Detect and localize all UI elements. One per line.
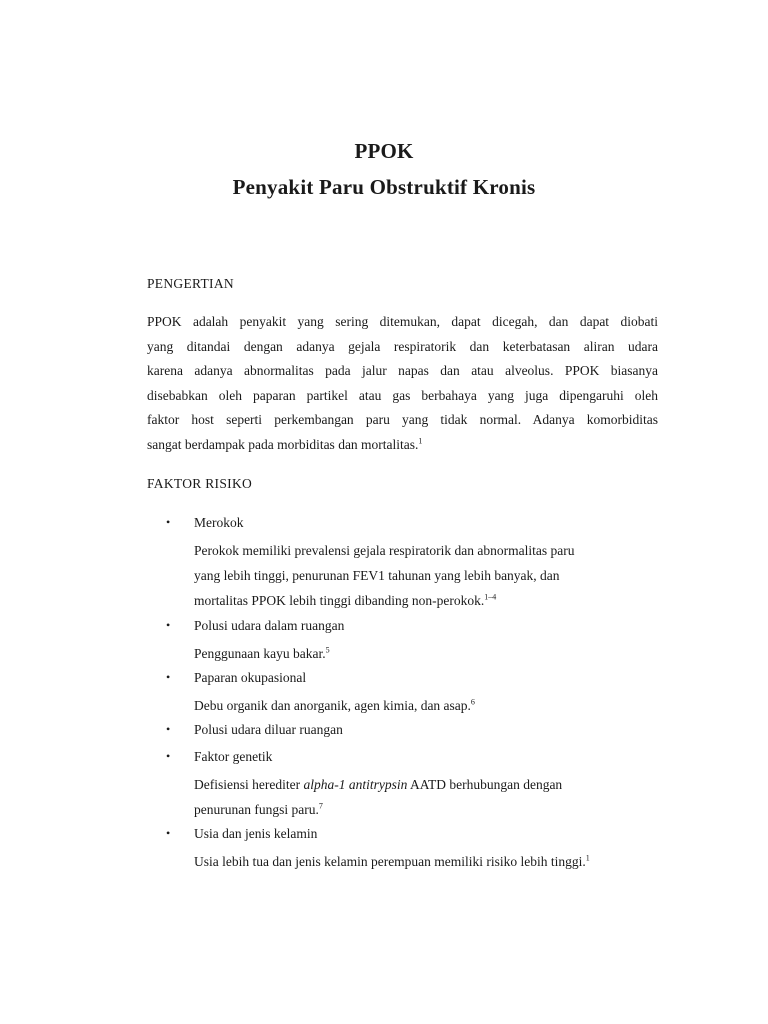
bullet-icon: •: [166, 749, 171, 763]
list-item-title: Paparan okupasional: [194, 670, 307, 685]
description-line: yang lebih tinggi, penurunan FEV1 tahunan yang lebih banyak, dan: [194, 568, 560, 583]
bullet-icon: •: [166, 722, 171, 736]
description-line-text: Penggunaan kayu bakar.: [194, 646, 326, 661]
bullet-icon: •: [166, 618, 171, 632]
list-item-title: Usia dan jenis kelamin: [194, 826, 318, 841]
list-item-polusi-dalam: [166, 615, 666, 667]
description-line: [194, 641, 666, 666]
list-item-merokok: [166, 512, 666, 615]
list-item-faktor-genetik: [166, 746, 666, 823]
italic-term: alpha-1 antitrypsin: [303, 777, 408, 792]
paragraph-line: karena adanya abnormalitas pada jalur napas dan atau alveolus. PPOK biasanya: [147, 363, 658, 379]
list-item-description: [194, 641, 666, 666]
risk-factor-list: [166, 512, 666, 875]
description-line: [194, 588, 666, 613]
list-item-title: Polusi udara diluar ruangan: [194, 722, 343, 737]
paragraph-line-text: sangat berdampak pada morbiditas dan mortalitas.: [147, 436, 419, 452]
description-text: Defisiensi herediter: [194, 777, 304, 792]
description-line: [194, 797, 666, 822]
bullet-icon: •: [166, 670, 171, 684]
description-line-text: Debu organik dan anorganik, agen kimia, dan asap.: [194, 698, 471, 713]
citation-ref: 5: [325, 645, 330, 655]
description-line-text: mortalitas PPOK lebih tinggi dibanding non-perokok.: [194, 593, 485, 608]
citation-ref: 7: [318, 801, 323, 811]
list-item-description: [194, 849, 666, 874]
paragraph-line: disebabkan oleh paparan partikel atau gas berbahaya yang juga dipengaruhi oleh: [147, 387, 658, 403]
list-item-paparan-okupasional: [166, 667, 666, 719]
bullet-icon: •: [166, 826, 171, 840]
list-item-title: Polusi udara dalam ruangan: [194, 618, 345, 633]
paragraph-line: faktor host seperti perkembangan paru yang tidak normal. Adanya komorbiditas: [147, 412, 658, 428]
list-item-title: Merokok: [194, 515, 244, 530]
pengertian-paragraph: [147, 310, 658, 458]
description-line: [194, 693, 666, 718]
paragraph-line: PPOK adalah penyakit yang sering ditemukan, dapat dicegah, dan dapat diobati: [147, 314, 658, 329]
section-heading-faktor-risiko: FAKTOR RISIKO: [147, 476, 253, 491]
document-subtitle: Penyakit Paru Obstruktif Kronis: [232, 175, 536, 199]
citation-ref: 1: [585, 853, 590, 863]
description-text: penurunan fungsi paru.: [194, 802, 319, 817]
list-item-description: [194, 693, 666, 718]
bullet-icon: •: [166, 515, 171, 529]
list-item-title: Faktor genetik: [194, 749, 273, 764]
description-line: Perokok memiliki prevalensi gejala respiratorik dan abnormalitas paru: [194, 543, 575, 558]
paragraph-line: [147, 433, 658, 458]
citation-ref: 1: [418, 436, 423, 446]
list-item-polusi-luar: [166, 719, 666, 746]
paragraph-line: yang ditandai dengan adanya gejala respiratorik dan keterbatasan aliran udara: [147, 338, 658, 354]
description-line-text: Usia lebih tua dan jenis kelamin perempuan memiliki risiko lebih tinggi.: [194, 854, 586, 869]
citation-ref: 6: [470, 697, 475, 707]
citation-ref: 1–4: [484, 592, 497, 602]
list-item-description: [194, 772, 666, 822]
section-heading-pengertian: PENGERTIAN: [147, 276, 234, 291]
description-text: AATD berhubungan dengan: [407, 777, 563, 792]
document-title: PPOK: [354, 139, 414, 163]
list-item-usia-jenis-kelamin: [166, 823, 666, 875]
list-item-description: [194, 538, 666, 613]
description-line: [194, 772, 666, 797]
description-line: [194, 849, 666, 874]
